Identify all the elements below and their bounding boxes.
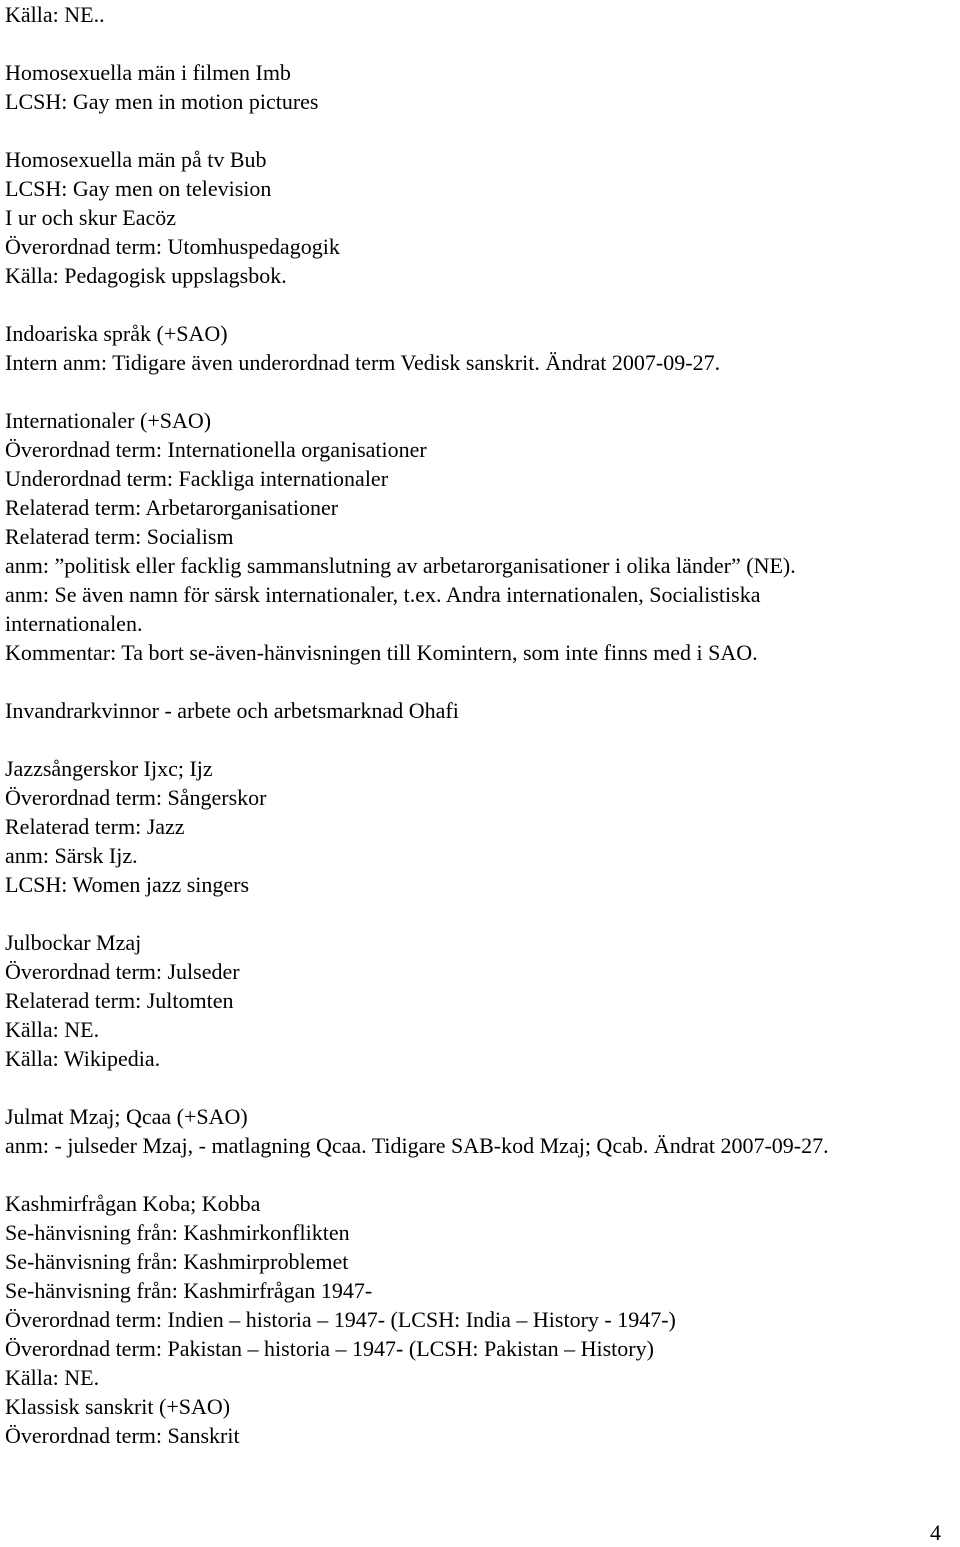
entry-line: internationalen. bbox=[5, 611, 143, 636]
block-spacer bbox=[5, 29, 955, 58]
entry-line: Relaterad term: Arbetarorganisationer bbox=[5, 495, 339, 520]
block-spacer bbox=[5, 1073, 955, 1102]
entry-line: anm: Särsk Ijz. bbox=[5, 843, 138, 868]
entry-line: Överordnad term: Internationella organisationer bbox=[5, 437, 427, 462]
entry-line: LCSH: Women jazz singers bbox=[5, 872, 250, 897]
entry-line: Överordnad term: Pakistan – historia – 1947- (LCSH: Pakistan – History) bbox=[5, 1336, 654, 1361]
thesaurus-entry bbox=[5, 0, 955, 29]
entry-heading: Invandrarkvinnor - arbete och arbetsmarknad Ohafi bbox=[5, 698, 459, 723]
entry-heading: Julbockar Mzaj bbox=[5, 930, 142, 955]
entry-line: I ur och skur Eacöz bbox=[5, 205, 177, 230]
entry-line: Relaterad term: Jazz bbox=[5, 814, 185, 839]
entry-heading: Indoariska språk (+SAO) bbox=[5, 321, 228, 346]
entry-line: Överordnad term: Sångerskor bbox=[5, 785, 267, 810]
block-spacer bbox=[5, 377, 955, 406]
entry-line: Intern anm: Tidigare även underordnad term Vedisk sanskrit. Ändrat 2007-09-27. bbox=[5, 350, 721, 375]
entry-line: anm: Se även namn för särsk internationaler, t.ex. Andra internationalen, Socialistiska bbox=[5, 582, 761, 607]
thesaurus-entry bbox=[5, 754, 955, 899]
entry-heading: Källa: NE.. bbox=[5, 2, 105, 27]
thesaurus-entry bbox=[5, 145, 955, 290]
entry-line: Underordnad term: Fackliga internationaler bbox=[5, 466, 389, 491]
entry-line: Se-hänvisning från: Kashmirproblemet bbox=[5, 1249, 349, 1274]
entry-line: Överordnad term: Indien – historia – 1947- (LCSH: India – History - 1947-) bbox=[5, 1307, 676, 1332]
entry-line: Överordnad term: Sanskrit bbox=[5, 1423, 240, 1448]
entry-line: Relaterad term: Socialism bbox=[5, 524, 234, 549]
thesaurus-entry bbox=[5, 406, 955, 667]
entry-heading: Jazzsångerskor Ijxc; Ijz bbox=[5, 756, 213, 781]
block-spacer bbox=[5, 667, 955, 696]
entry-line: Överordnad term: Julseder bbox=[5, 959, 240, 984]
entry-heading: Julmat Mzaj; Qcaa (+SAO) bbox=[5, 1104, 248, 1129]
entry-line: Relaterad term: Jultomten bbox=[5, 988, 234, 1013]
block-spacer bbox=[5, 290, 955, 319]
thesaurus-entry bbox=[5, 1102, 955, 1160]
entry-line: Klassisk sanskrit (+SAO) bbox=[5, 1394, 231, 1419]
thesaurus-entry bbox=[5, 319, 955, 377]
entry-line: Se-hänvisning från: Kashmirfrågan 1947- bbox=[5, 1278, 373, 1303]
thesaurus-entry bbox=[5, 58, 955, 116]
block-spacer bbox=[5, 725, 955, 754]
entry-heading: Internationaler (+SAO) bbox=[5, 408, 212, 433]
entry-line: LCSH: Gay men on television bbox=[5, 176, 272, 201]
entry-line: Överordnad term: Utomhuspedagogik bbox=[5, 234, 340, 259]
entry-line: anm: ”politisk eller facklig sammanslutning av arbetarorganisationer i olika länder” (NE). bbox=[5, 553, 796, 578]
entry-heading: Homosexuella män i filmen Imb bbox=[5, 60, 291, 85]
block-spacer bbox=[5, 899, 955, 928]
entry-line: Kommentar: Ta bort se-även-hänvisningen till Komintern, som inte finns med i SAO. bbox=[5, 640, 758, 665]
thesaurus-entry bbox=[5, 928, 955, 1073]
entry-heading: Kashmirfrågan Koba; Kobba bbox=[5, 1191, 261, 1216]
page-number: 4 bbox=[930, 1520, 941, 1545]
entry-line: Källa: Pedagogisk uppslagsbok. bbox=[5, 263, 287, 288]
entry-heading: Homosexuella män på tv Bub bbox=[5, 147, 267, 172]
entry-line: LCSH: Gay men in motion pictures bbox=[5, 89, 319, 114]
entry-line: Källa: NE. bbox=[5, 1365, 100, 1390]
entry-line: Källa: Wikipedia. bbox=[5, 1046, 161, 1071]
block-spacer bbox=[5, 1160, 955, 1189]
entry-line: Se-hänvisning från: Kashmirkonflikten bbox=[5, 1220, 350, 1245]
entry-line: Källa: NE. bbox=[5, 1017, 100, 1042]
document-page bbox=[5, 0, 955, 1450]
entry-line: anm: - julseder Mzaj, - matlagning Qcaa. Tidigare SAB-kod Mzaj; Qcab. Ändrat 2007-09-27. bbox=[5, 1133, 829, 1158]
thesaurus-entry bbox=[5, 1189, 955, 1450]
block-spacer bbox=[5, 116, 955, 145]
thesaurus-entry bbox=[5, 696, 955, 725]
